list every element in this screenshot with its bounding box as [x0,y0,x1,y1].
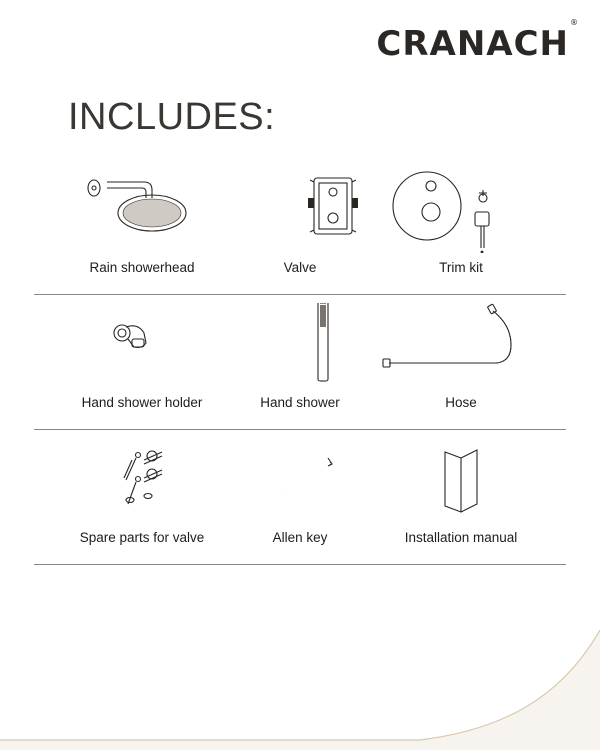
hand-shower-holder-icon [52,303,232,388]
list-item [371,160,551,295]
list-item [371,295,551,430]
list-item [52,295,232,430]
list-item [210,295,390,430]
list-item [371,430,551,565]
installation-manual-icon [371,438,551,523]
rain-showerhead-icon [52,168,232,253]
page-title: INCLUDES: [68,96,276,138]
items-row [34,160,566,295]
spare-parts-icon [52,438,232,523]
valve-icon [210,168,390,253]
list-item [210,430,390,565]
allen-key-icon [210,438,390,523]
item-label: Hand shower holder [81,395,203,410]
item-label: Spare parts for valve [79,530,205,545]
list-item [52,430,232,565]
hose-icon [371,303,551,388]
list-item [52,160,232,295]
trim-kit-icon [371,168,551,253]
list-item [210,160,390,295]
hand-shower-icon [210,303,390,388]
items-row [34,430,566,565]
brand-logo: CRANACH® [376,17,579,64]
item-label: Valve [283,260,317,275]
item-label: Rain showerhead [89,260,195,275]
item-label: Installation manual [404,530,518,545]
item-label: Trim kit [439,260,483,275]
includes-grid [34,160,566,565]
item-label: Hand shower [260,395,340,410]
item-label: Hose [445,395,477,410]
items-row [34,295,566,430]
item-label: Allen key [272,530,328,545]
